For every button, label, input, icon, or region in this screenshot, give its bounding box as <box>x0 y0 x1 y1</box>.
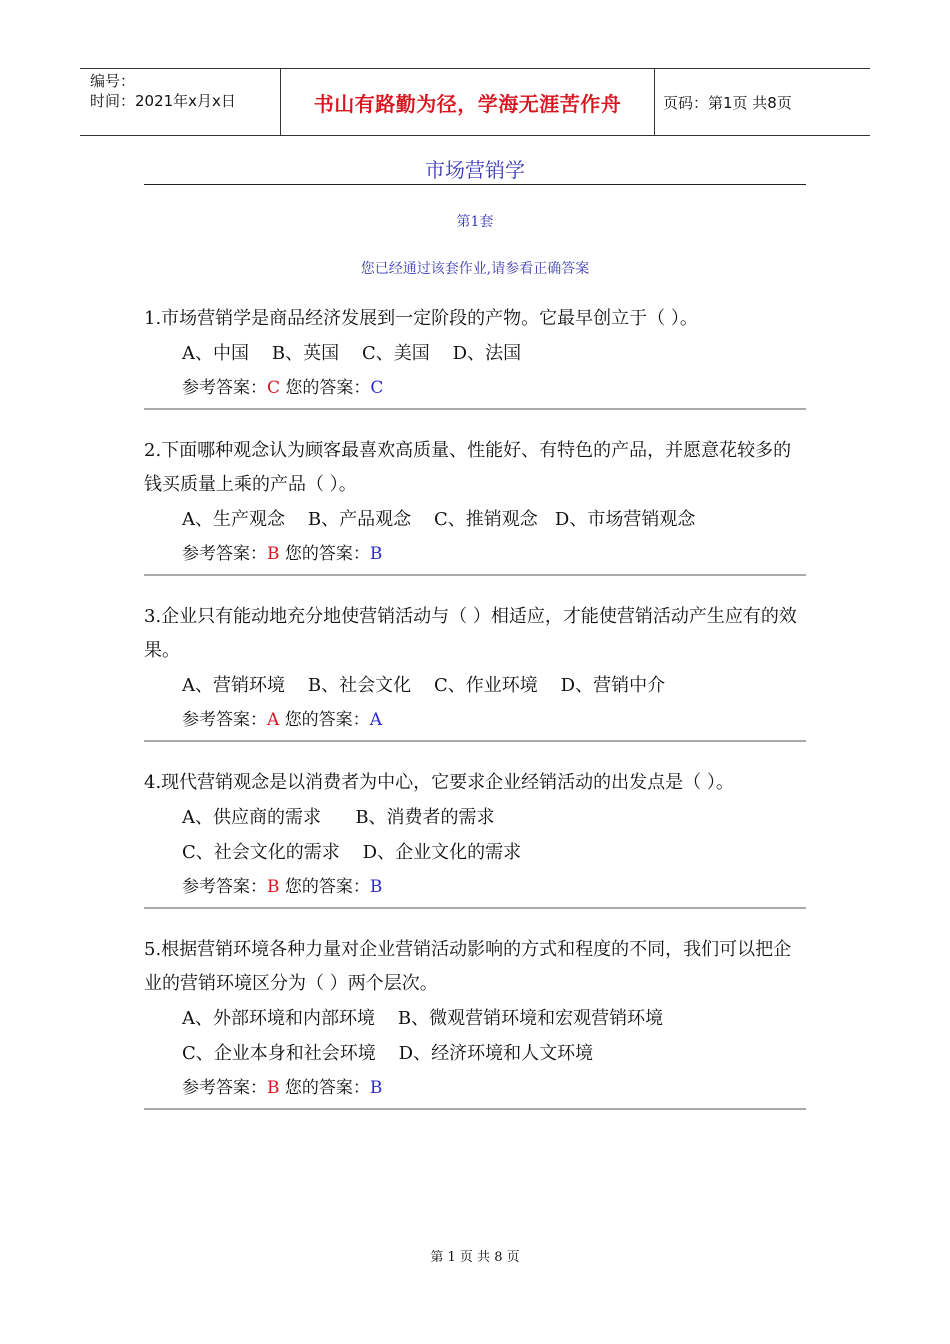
question-item <box>144 766 806 909</box>
question-text: 2.下面哪种观念认为顾客最喜欢高质量、性能好、有特色的产品，并愿意花较多的钱买质量上乘的产品（ ）。 <box>144 440 792 495</box>
my-answer-label: 您的答案： <box>284 1078 370 1098</box>
time-label: 时间：2021年x月x日 <box>90 92 236 110</box>
header-motto: 书山有路勤为径，学海无涯苦作舟 <box>281 69 655 135</box>
ref-answer-value: A <box>267 710 280 730</box>
ref-answer-value: B <box>267 1078 280 1098</box>
set-label: 第1套 <box>456 214 494 230</box>
answer-row <box>144 537 806 576</box>
question-item <box>144 434 806 576</box>
my-answer-value: B <box>369 877 383 897</box>
my-answer-label: 您的答案： <box>284 544 370 564</box>
document-title: 市场营销学 <box>425 158 525 182</box>
ref-answer-label: 参考答案： <box>182 877 267 897</box>
question-text: 4.现代营销观念是以消费者为中心，它要求企业经销活动的出发点是（ ）。 <box>144 772 734 793</box>
header-page-info: 页码：第1页 共8页 <box>663 93 792 112</box>
question-options: C、企业本身和社会环境 D、经济环境和人文环境 <box>182 1043 594 1064</box>
serial-label: 编号： <box>90 72 136 90</box>
my-answer-value: A <box>369 710 382 730</box>
my-answer-value: C <box>370 378 384 398</box>
question-options: A、生产观念 B、产品观念 C、推销观念 D、市场营销观念 <box>182 509 696 530</box>
answer-row <box>144 371 806 410</box>
page-footer: 第 1 页 共 8 页 <box>430 1250 520 1265</box>
answer-row <box>144 703 806 742</box>
ref-answer-label: 参考答案： <box>182 1078 267 1098</box>
header-left-cell <box>80 69 281 135</box>
question-item <box>144 302 806 410</box>
my-answer-value: B <box>369 1078 383 1098</box>
question-text: 5.根据营销环境各种力量对企业营销活动影响的方式和程度的不同，我们可以把企业的营销环境区分为（ ）两个层次。 <box>144 939 792 994</box>
ref-answer-label: 参考答案： <box>182 710 267 730</box>
my-answer-value: B <box>369 544 383 564</box>
my-answer-label: 您的答案： <box>284 710 370 730</box>
question-options: A、供应商的需求 B、消费者的需求 <box>182 807 495 828</box>
question-options: C、社会文化的需求 D、企业文化的需求 <box>182 842 522 863</box>
my-answer-label: 您的答案： <box>284 877 370 897</box>
ref-answer-value: B <box>267 877 280 897</box>
answer-row <box>144 1071 806 1110</box>
question-options: A、营销环境 B、社会文化 C、作业环境 D、营销中介 <box>182 675 666 696</box>
header-table <box>80 68 870 136</box>
question-item <box>144 600 806 742</box>
question-item <box>144 933 806 1110</box>
ref-answer-label: 参考答案： <box>182 378 267 398</box>
question-list <box>144 302 806 1134</box>
ref-answer-label: 参考答案： <box>182 544 267 564</box>
passed-note: 您已经通过该套作业,请参看正确答案 <box>360 261 590 277</box>
ref-answer-value: B <box>267 544 280 564</box>
question-options: A、中国 B、英国 C、美国 D、法国 <box>182 343 522 364</box>
ref-answer-value: C <box>267 378 281 398</box>
question-options: A、外部环境和内部环境 B、微观营销环境和宏观营销环境 <box>182 1008 664 1029</box>
question-text: 1.市场营销学是商品经济发展到一定阶段的产物。它最早创立于（ ）。 <box>144 308 698 329</box>
answer-row <box>144 870 806 909</box>
question-text: 3.企业只有能动地充分地使营销活动与（ ）相适应，才能使营销活动产生应有的效果。 <box>144 606 797 661</box>
title-divider <box>144 184 806 185</box>
my-answer-label: 您的答案： <box>285 378 371 398</box>
